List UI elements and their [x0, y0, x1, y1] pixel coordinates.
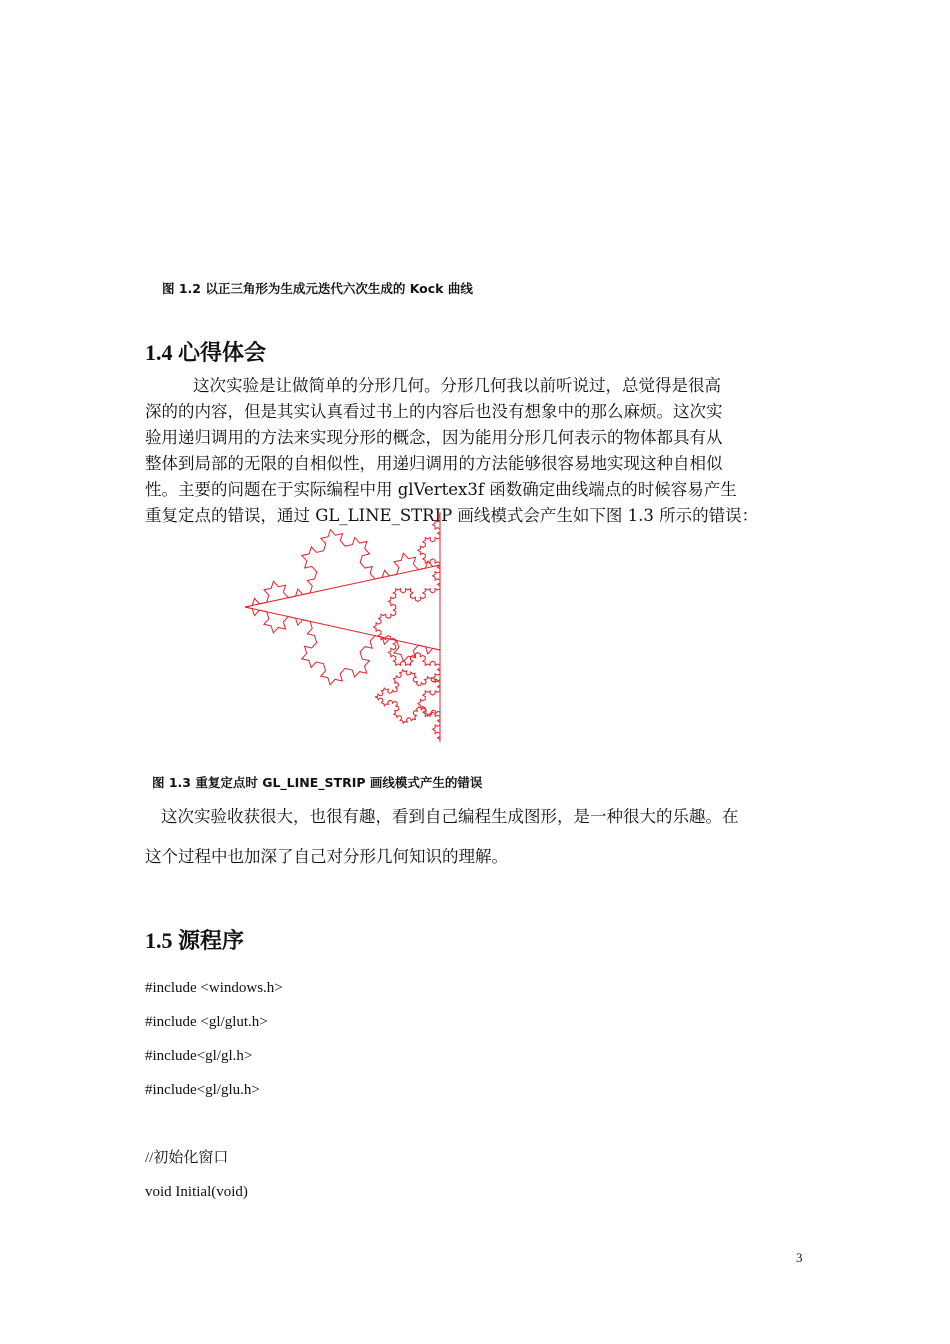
spine-curve	[374, 512, 440, 742]
section-1-5-heading: 1.5 源程序	[145, 928, 245, 953]
small-wing-lower	[375, 697, 440, 723]
code-line: #include <gl/glut.h>	[145, 1014, 268, 1030]
koch-error-curve	[245, 512, 440, 742]
conclusion-paragraph	[145, 804, 807, 884]
paragraph-line: 这次实验是让做简单的分形几何。分形几何我以前听说过，总觉得是很高	[193, 376, 721, 395]
code-line: #include<gl/glu.h>	[145, 1082, 260, 1098]
section-1-4-heading: 1.4 心得体会	[145, 340, 267, 365]
paragraph-line: 这个过程中也加深了自己对分形几何知识的理解。	[145, 847, 508, 866]
paragraph-line: 性。主要的问题在于实际编程中用 glVertex3f 函数确定曲线端点的时候容易产生	[145, 480, 737, 499]
paragraph-line: 这次实验收获很大，也很有趣，看到自己编程生成图形，是一种很大的乐趣。在	[161, 807, 739, 826]
page-number: 3	[796, 1250, 803, 1265]
paragraph-line: 整体到局部的无限的自相似性，用递归调用的方法能够很容易地实现这种自相似	[145, 454, 723, 473]
source-code-block	[145, 978, 283, 1216]
upper-wing-edge	[245, 565, 440, 607]
code-line: #include<gl/gl.h>	[145, 1048, 253, 1064]
figure-1-2-caption: 图 1.2 以正三角形为生成元迭代六次生成的 Kock 曲线	[162, 281, 473, 296]
code-line: #include <windows.h>	[145, 980, 283, 996]
code-line	[145, 1114, 283, 1148]
paragraph-line: 验用递归调用的方法来实现分形的概念，因为能用分形几何表示的物体都具有从	[145, 428, 723, 447]
figure-1-3-caption: 图 1.3 重复定点时 GL_LINE_STRIP 画线模式产生的错误	[152, 775, 483, 790]
paragraph-line: 深的的内容，但是其实认真看过书上的内容后也没有想象中的那么麻烦。这次实	[145, 402, 723, 421]
code-line: //初始化窗口	[145, 1150, 229, 1166]
paragraph-line: 重复定点的错误，通过 GL_LINE_STRIP 画线模式会产生如下图 1.3 所示的错误：	[145, 506, 759, 525]
lower-wing-edge	[245, 607, 440, 650]
code-line: void Initial(void)	[145, 1184, 248, 1200]
